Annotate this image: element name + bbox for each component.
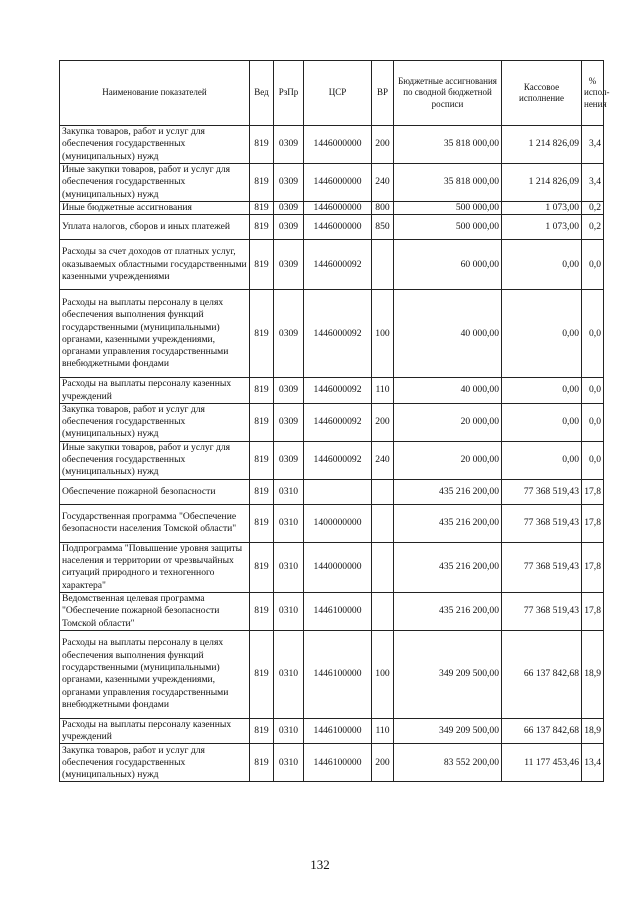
- table-row: [60, 630, 604, 718]
- row-cash: 1 214 826,09: [502, 164, 582, 202]
- row-name: Ведомственная целевая программа "Обеспечение пожарной безопасности Томской области": [60, 592, 250, 630]
- row-rzpr: 0310: [274, 479, 304, 504]
- row-pct: 0,0: [582, 441, 604, 479]
- header-pct: % испол-нения: [582, 61, 604, 126]
- row-cash: 77 368 519,43: [502, 504, 582, 542]
- row-vr: [372, 504, 394, 542]
- row-pct: 3,4: [582, 126, 604, 164]
- row-name: Расходы за счет доходов от платных услуг, оказываемых областными государственными казенными учреждениями: [60, 240, 250, 290]
- row-pct: 17,8: [582, 592, 604, 630]
- row-budget: 20 000,00: [394, 403, 502, 441]
- row-pct: 17,8: [582, 479, 604, 504]
- table-row: [60, 403, 604, 441]
- row-vr: 800: [372, 202, 394, 215]
- row-rzpr: 0310: [274, 592, 304, 630]
- row-name: Закупка товаров, работ и услуг для обеспечения государственных (муниципальных) нужд: [60, 403, 250, 441]
- row-pct: 17,8: [582, 542, 604, 592]
- row-vr: [372, 240, 394, 290]
- row-rzpr: 0309: [274, 202, 304, 215]
- table-row: [60, 164, 604, 202]
- row-cash: 1 073,00: [502, 215, 582, 240]
- row-rzpr: 0309: [274, 403, 304, 441]
- budget-execution-table: [59, 60, 610, 782]
- row-rzpr: 0310: [274, 542, 304, 592]
- row-budget: 500 000,00: [394, 202, 502, 215]
- row-cash: 77 368 519,43: [502, 592, 582, 630]
- row-cash: 11 177 453,46: [502, 744, 582, 782]
- row-budget: 35 818 000,00: [394, 164, 502, 202]
- row-name: Закупка товаров, работ и услуг для обеспечения государственных (муниципальных) нужд: [60, 744, 250, 782]
- row-vr: [372, 479, 394, 504]
- table-row: [60, 744, 604, 782]
- header-vr: ВР: [372, 61, 394, 126]
- row-vr: [372, 542, 394, 592]
- row-name: Расходы на выплаты персоналу в целях обеспечения выполнения функций государственными (муниципальными) органами, казенными учреждениями, органами управления государственными внебюджетными фондами: [60, 290, 250, 378]
- row-csr: 1446100000: [304, 592, 372, 630]
- row-budget: 349 209 500,00: [394, 630, 502, 718]
- row-vr: 200: [372, 744, 394, 782]
- row-ved: 819: [250, 164, 274, 202]
- row-ved: 819: [250, 202, 274, 215]
- row-ved: 819: [250, 290, 274, 378]
- row-name: Уплата налогов, сборов и иных платежей: [60, 215, 250, 240]
- row-budget: 435 216 200,00: [394, 479, 502, 504]
- row-csr: [304, 479, 372, 504]
- row-cash: 0,00: [502, 441, 582, 479]
- row-pct: 13,4: [582, 744, 604, 782]
- row-cash: 77 368 519,43: [502, 479, 582, 504]
- row-vr: 240: [372, 164, 394, 202]
- row-rzpr: 0309: [274, 240, 304, 290]
- table-row: [60, 441, 604, 479]
- row-pct: 0,0: [582, 290, 604, 378]
- row-vr: 200: [372, 126, 394, 164]
- row-ved: 819: [250, 126, 274, 164]
- header-name: Наименование показателей: [60, 61, 250, 126]
- row-cash: 77 368 519,43: [502, 542, 582, 592]
- header-csr: ЦСР: [304, 61, 372, 126]
- row-name: Государственная программа "Обеспечение безопасности населения Томской области": [60, 504, 250, 542]
- row-name: Подпрограмма "Повышение уровня защиты населения и территории от чрезвычайных ситуаций природного и техногенного характера": [60, 542, 250, 592]
- header-cash: Кассовое исполнение: [502, 61, 582, 126]
- row-csr: 1446100000: [304, 630, 372, 718]
- row-ved: 819: [250, 630, 274, 718]
- row-csr: 1446000000: [304, 164, 372, 202]
- row-name: Обеспечение пожарной безопасности: [60, 479, 250, 504]
- row-csr: 1446100000: [304, 744, 372, 782]
- row-csr: 1446000092: [304, 290, 372, 378]
- row-vr: 110: [372, 718, 394, 744]
- table-row: [60, 202, 604, 215]
- table-row: [60, 378, 604, 404]
- row-ved: 819: [250, 479, 274, 504]
- row-cash: 0,00: [502, 378, 582, 404]
- row-name: Иные бюджетные ассигнования: [60, 202, 250, 215]
- row-budget: 35 818 000,00: [394, 126, 502, 164]
- row-rzpr: 0310: [274, 630, 304, 718]
- row-pct: 0,2: [582, 215, 604, 240]
- row-budget: 60 000,00: [394, 240, 502, 290]
- row-vr: 100: [372, 630, 394, 718]
- row-name: Иные закупки товаров, работ и услуг для обеспечения государственных (муниципальных) нужд: [60, 164, 250, 202]
- row-budget: 349 209 500,00: [394, 718, 502, 744]
- row-budget: 20 000,00: [394, 441, 502, 479]
- table-row: [60, 215, 604, 240]
- row-cash: 66 137 842,68: [502, 630, 582, 718]
- row-name: Закупка товаров, работ и услуг для обеспечения государственных (муниципальных) нужд: [60, 126, 250, 164]
- row-pct: 18,9: [582, 630, 604, 718]
- row-budget: 435 216 200,00: [394, 504, 502, 542]
- row-vr: [372, 592, 394, 630]
- row-vr: 850: [372, 215, 394, 240]
- row-name: Расходы на выплаты персоналу казенных учреждений: [60, 718, 250, 744]
- row-pct: 3,4: [582, 164, 604, 202]
- table-row: [60, 718, 604, 744]
- row-budget: 435 216 200,00: [394, 592, 502, 630]
- row-csr: 1446000000: [304, 202, 372, 215]
- row-rzpr: 0309: [274, 441, 304, 479]
- table-row: [60, 504, 604, 542]
- row-pct: 0,0: [582, 403, 604, 441]
- header-ved: Вед: [250, 61, 274, 126]
- row-csr: 1446000092: [304, 378, 372, 404]
- row-csr: 1440000000: [304, 542, 372, 592]
- row-ved: 819: [250, 215, 274, 240]
- row-rzpr: 0309: [274, 290, 304, 378]
- table-row: [60, 542, 604, 592]
- row-rzpr: 0309: [274, 378, 304, 404]
- row-rzpr: 0310: [274, 718, 304, 744]
- row-ved: 819: [250, 718, 274, 744]
- row-budget: 40 000,00: [394, 378, 502, 404]
- row-name: Расходы на выплаты персоналу в целях обеспечения выполнения функций государственными (муниципальными) органами, казенными учреждениями, органами управления государственными внебюджетными фондами: [60, 630, 250, 718]
- header-budget: Бюджетные ассигнования по сводной бюджетной росписи: [394, 61, 502, 126]
- row-budget: 500 000,00: [394, 215, 502, 240]
- row-csr: 1446000000: [304, 126, 372, 164]
- row-cash: 66 137 842,68: [502, 718, 582, 744]
- row-pct: 0,0: [582, 240, 604, 290]
- row-rzpr: 0309: [274, 164, 304, 202]
- row-budget: 40 000,00: [394, 290, 502, 378]
- table-row: [60, 290, 604, 378]
- row-csr: 1446000000: [304, 215, 372, 240]
- row-ved: 819: [250, 378, 274, 404]
- table-header-row: [60, 61, 604, 126]
- row-ved: 819: [250, 240, 274, 290]
- header-rzpr: РзПр: [274, 61, 304, 126]
- row-cash: 0,00: [502, 403, 582, 441]
- row-vr: 240: [372, 441, 394, 479]
- row-ved: 819: [250, 592, 274, 630]
- row-rzpr: 0310: [274, 744, 304, 782]
- table-row: [60, 592, 604, 630]
- row-rzpr: 0309: [274, 215, 304, 240]
- row-rzpr: 0310: [274, 504, 304, 542]
- row-ved: 819: [250, 542, 274, 592]
- row-csr: 1446100000: [304, 718, 372, 744]
- row-budget: 435 216 200,00: [394, 542, 502, 592]
- row-pct: 17,8: [582, 504, 604, 542]
- row-vr: 100: [372, 290, 394, 378]
- row-cash: 0,00: [502, 290, 582, 378]
- row-ved: 819: [250, 744, 274, 782]
- row-budget: 83 552 200,00: [394, 744, 502, 782]
- table-row: [60, 479, 604, 504]
- row-name: Расходы на выплаты персоналу казенных учреждений: [60, 378, 250, 404]
- row-pct: 18,9: [582, 718, 604, 744]
- row-cash: 1 214 826,09: [502, 126, 582, 164]
- row-csr: 1446000092: [304, 403, 372, 441]
- row-vr: 200: [372, 403, 394, 441]
- row-csr: 1446000092: [304, 240, 372, 290]
- row-cash: 1 073,00: [502, 202, 582, 215]
- row-ved: 819: [250, 403, 274, 441]
- row-pct: 0,0: [582, 378, 604, 404]
- row-csr: 1446000092: [304, 441, 372, 479]
- row-ved: 819: [250, 441, 274, 479]
- table-row: [60, 240, 604, 290]
- table-row: [60, 126, 604, 164]
- page-number: 132: [310, 857, 330, 872]
- row-ved: 819: [250, 504, 274, 542]
- row-cash: 0,00: [502, 240, 582, 290]
- row-pct: 0,2: [582, 202, 604, 215]
- row-rzpr: 0309: [274, 126, 304, 164]
- row-vr: 110: [372, 378, 394, 404]
- row-name: Иные закупки товаров, работ и услуг для обеспечения государственных (муниципальных) нужд: [60, 441, 250, 479]
- row-csr: 1400000000: [304, 504, 372, 542]
